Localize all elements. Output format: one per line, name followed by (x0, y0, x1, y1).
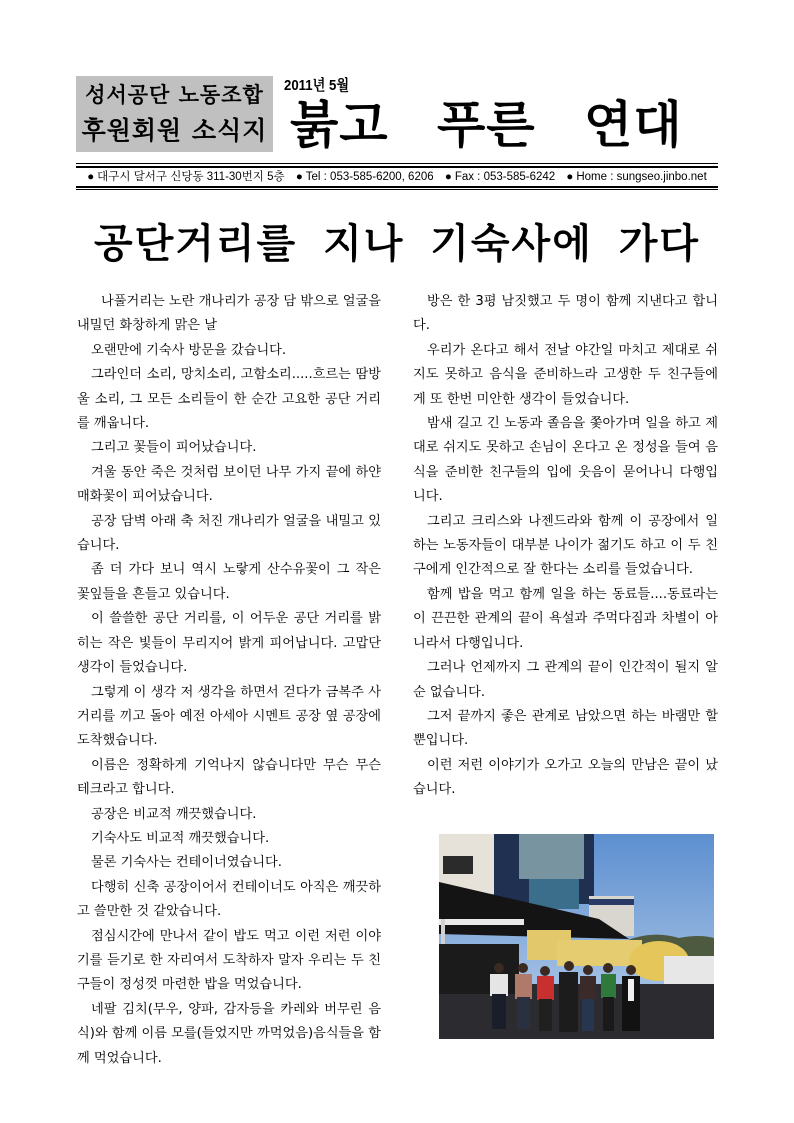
article-headline: 공단거리를 지나 기숙사에 가다 (93, 221, 701, 267)
paragraph: 오랜만에 기숙사 방문을 갔습니다. (91, 342, 287, 358)
publication-title: 붉고 푸른 연대 (290, 96, 683, 154)
paragraph: 그리고 크리스와 나젠드라와 함께 이 공장에서 일하는 노동자들이 대부분 나이가 젊기도 하고 이 두 친구에게 인간적으로 잘 한다는 소리를 들었습니다. (413, 513, 718, 578)
issue-date: 2011년 5월 (284, 77, 350, 94)
contact-bar (76, 168, 718, 186)
paragraph: 함께 밥을 먹고 함께 일을 하는 동료들....동료라는 이 끈끈한 관계의 끝이 욕설과 주먹다짐과 차별이 아니라서 다행입니다. (413, 586, 718, 651)
masthead-org-box (76, 76, 273, 152)
contact-tel: ● Tel : 053-585-6200, 6206 (295, 171, 434, 183)
rule-bottom-thick (76, 186, 718, 188)
contact-fax: ● Fax : 053-585-6242 (444, 171, 556, 183)
paragraph: 겨울 동안 죽은 것처럼 보이던 나무 가지 끝에 하얀 매화꽃이 피어났습니다. (77, 464, 381, 505)
org-name: 성서공단 노동조합 (85, 83, 264, 107)
article-right-column (413, 290, 718, 803)
paragraph: 그라인더 소리, 망치소리, 고함소리.....흐르는 땀방울 소리, 그 모든 소리들이 한 순간 고요한 공단 거리를 깨웁니다. (77, 367, 381, 432)
bullet-icon: ● (295, 171, 303, 183)
paragraph: 점심시간에 만나서 같이 밥도 먹고 이런 저런 이야기를 듣기로 한 자리여서 도착하자 말자 우리는 두 친구들이 정성껏 마련한 밥을 먹었습니다. (77, 928, 381, 993)
paragraph: 그렇게 이 생각 저 생각을 하면서 걷다가 금복주 사거리를 끼고 돌아 예전 아세아 시멘트 공장 옆 공장에 도착했습니다. (77, 684, 381, 749)
paragraph: 다행히 신축 공장이어서 컨테이너도 아직은 깨끗하고 쓸만한 것 같았습니다. (77, 879, 381, 920)
newsletter-subtitle: 후원회원 소식지 (81, 116, 268, 145)
paragraph: 그저 끝까지 좋은 관계로 남았으면 하는 바램만 할 뿐입니다. (413, 708, 718, 749)
article-left-column (77, 290, 381, 1071)
paragraph: 공장은 비교적 깨끗했습니다. (91, 806, 257, 822)
rule-bottom-thin (76, 189, 718, 190)
paragraph: 이름은 정확하게 기억나지 않습니다만 무슨 무슨 테크라고 합니다. (77, 757, 381, 798)
paragraph: 좀 더 가다 보니 역시 노랗게 산수유꽃이 그 작은 꽃잎들을 흔들고 있습니다. (77, 562, 381, 602)
contact-homepage[interactable]: ● Home : sungseo.jinbo.net (566, 171, 707, 183)
bullet-icon: ● (444, 171, 452, 183)
paragraph: 물론 기숙사는 컨테이너였습니다. (91, 855, 282, 871)
paragraph: 기숙사도 비교적 깨끗했습니다. (91, 830, 270, 846)
paragraph: 이런 저런 이야기가 오가고 오늘의 만남은 끝이 났습니다. (413, 757, 718, 798)
paragraph: 나풀거리는 노란 개나리가 공장 담 밖으로 얼굴을 내밀던 화창하게 맑은 날 (77, 294, 381, 334)
rule-top-thin (76, 163, 718, 164)
paragraph: 방은 한 3평 남짓했고 두 명이 함께 지낸다고 합니다. (413, 294, 718, 334)
bullet-icon: ● (87, 171, 95, 183)
paragraph: 그러나 언제까지 그 관계의 끝이 인간적이 될지 알 순 없습니다. (413, 660, 718, 700)
photo-illustration (439, 834, 714, 1039)
contact-address: ● 대구시 달서구 신당동 311-30번지 5층 (87, 171, 285, 183)
paragraph: 공장 담벽 아래 축 처진 개나리가 얼굴을 내밀고 있습니다. (77, 513, 381, 554)
paragraph: 우리가 온다고 해서 전날 야간일 마치고 제대로 쉬지도 못하고 음식을 준비하느라 고생한 두 친구들에게 또 한번 미안한 생각이 들었습니다. (413, 342, 718, 407)
paragraph: 네팔 김치(무우, 양파, 감자등을 카레와 버무린 음식)와 함께 이름 모를(들었지만 까먹었음)음식들을 함께 먹었습니다. (77, 1001, 381, 1066)
paragraph: 이 쓸쓸한 공단 거리를, 이 어두운 공단 거리를 밝히는 작은 빛들이 무리지어 밝게 피어납니다. 고맙단 생각이 들었습니다. (77, 611, 381, 676)
bullet-icon: ● (566, 171, 574, 183)
paragraph: 밤새 길고 긴 노동과 졸음을 쫓아가며 일을 하고 제대로 쉬지도 못하고 손님이 온다고 온 정성을 들여 음식을 준비한 친구들의 입에 웃음이 묻어나니 다행입니다. (413, 416, 718, 505)
group-photo (439, 834, 714, 1039)
paragraph: 그리고 꽃들이 피어났습니다. (91, 440, 257, 456)
